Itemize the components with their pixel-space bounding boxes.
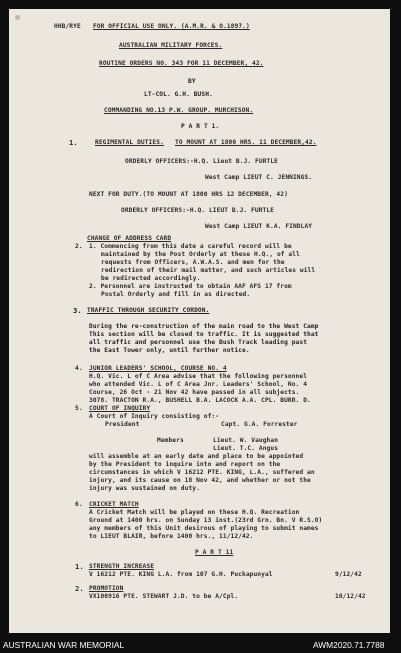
section-2-line: requests from Officers, A.W.A.S. and men for the [101, 259, 285, 266]
section-6-number: 6. [75, 501, 83, 508]
section-1-mount: TO MOUNT AT 1800 HRS. 11 DECEMBER,42. [175, 139, 317, 146]
section-2-title: CHANGE OF ADDRESS CARD [87, 235, 172, 242]
footer-bar [0, 635, 401, 653]
section-5-title: COURT OF INQUIRY [89, 405, 151, 412]
section-2-line: 2. Personnel are instructed to obtain AAF AFS 17 from [89, 283, 292, 290]
next-for-duty: NEXT FOR DUTY.(TO MOUNT AT 1800 HRS 12 DECEMBER, 42) [89, 191, 288, 198]
part-2-item-2-title: PROMOTION [89, 585, 124, 592]
section-3-line: all traffic and personnel use the Bush Track leading past [89, 339, 308, 346]
part-2-item-1-number: 1. [75, 562, 84, 571]
member-name: Lieut. W. Vaughan [213, 437, 279, 444]
president-name: Capt. G.A. Forrester [221, 421, 298, 428]
file-reference: HHB/RYE [54, 23, 81, 30]
organisation-heading: AUSTRALIAN MILITARY FORCES. [119, 42, 223, 49]
part-2-item-2-text: VX100916 PTE. STEWART J.D. to be A/Cpl. [89, 593, 239, 600]
section-6-line: to LIEUT BLAIR, before 1400 hrs., 11/12/42. [89, 533, 254, 540]
orderly-officers-line: ORDERLY OFFICERS:-H.Q. Lieut B.J. FURTLE [125, 158, 279, 165]
section-3-line: the East Tower only, until further notice. [89, 347, 250, 354]
section-6-line: A Cricket Match will be played on these H.Q. Recreation [89, 509, 300, 516]
section-1-title: REGIMENTAL DUTIES. [95, 139, 164, 146]
section-4-line: H.Q. Vic. L of C Area advise that the following personnel [89, 373, 308, 380]
section-3-number: 3. [73, 306, 82, 315]
part-1-heading: P A R T 1. [181, 123, 220, 130]
part-2-item-2-number: 2. [75, 584, 84, 593]
section-4-line: Course, 26 Oct - 21 Nov 42 have passed in all subjects. [89, 389, 300, 396]
orderly-officers-next: ORDERLY OFFICERS:-H.Q. LIEUT B.J. FURTLE [121, 207, 275, 214]
footer-institution: AUSTRALIAN WAR MEMORIAL [3, 640, 125, 650]
president-label: President [105, 421, 140, 428]
section-2-line: Postal Orderly and fill in as directed. [101, 291, 251, 298]
section-6-line: any members of this Unit desirous of playing to submit names [89, 525, 319, 532]
orderly-officers-next-west: West Camp LIEUT K.A. FINDLAY [205, 223, 313, 230]
section-2-line: redirection of their mail matter, and such articles will [101, 267, 316, 274]
section-4-line: 3078. TRACTON R.A., BUSHELL B.A. LACOCK A.A. CPL. BURR. D. [89, 397, 311, 404]
section-2-line: 1. Commencing from this date a careful record will be [89, 243, 292, 250]
section-4-number: 4. [75, 365, 83, 372]
section-6-title: CRICKET MATCH [89, 501, 139, 508]
section-6-line: Ground at 1400 hrs. on Sunday 13 inst.(23rd Grn. Bn. V R.S.O) [89, 517, 323, 524]
document-title: ROUTINE ORDERS NO. 343 FOR 11 DECEMBER, 42. [99, 60, 264, 67]
command-line: COMMANDING NO.13 P.W. GROUP. MURCHISON. [104, 107, 254, 114]
members-label: Members [157, 437, 184, 444]
section-5-line: will assemble at an early date and place to be appointed [89, 453, 304, 460]
member-name: Lieut. T.C. Angus [213, 445, 279, 452]
document-page [9, 9, 390, 633]
section-2-line: be redirected accordingly. [101, 275, 201, 282]
part-2-item-2-date: 10/12/42 [335, 593, 366, 600]
officer-name: LT-COL. G.H. BUSH. [144, 91, 213, 98]
section-4-line: who attended Vic. L of C Area Jnr. Leaders' School, No. 4 [89, 381, 308, 388]
section-4-title: JUNIOR LEADERS' SCHOOL, COURSE NO. 4 [89, 365, 227, 372]
section-5-line: injury was sustained on duty. [89, 485, 200, 492]
part-2-heading: P A R T 11 [195, 549, 234, 556]
part-2-item-1-text: V 16212 PTE. KING L.A. from 107 G.H. Puckapunyal [89, 571, 273, 578]
section-3-title: TRAFFIC THROUGH SECURITY CORDON. [87, 307, 210, 314]
part-2-item-1-date: 9/12/42 [335, 571, 362, 578]
security-heading: FOR OFFICIAL USE ONLY. (A.M.R. & O.1897.) [93, 23, 250, 30]
section-5-line: circumstances in which V 16212 PTE. KING, L.A., suffered an [89, 469, 315, 476]
section-5-line: by the President to inquire into and report on the [89, 461, 281, 468]
section-3-line: This section will be closed to traffic. It is suggested that [89, 331, 319, 338]
section-5-line: A Court of Inquiry consisting of:- [89, 413, 220, 420]
section-1-number: 1. [69, 138, 78, 147]
by-line: BY [188, 78, 196, 85]
section-5-number: 5. [75, 405, 83, 412]
section-3-line: During the re-construction of the main road to the West Camp [89, 323, 319, 330]
section-5-line: injury, and its cause on 18 Nov 42, and whether or not the [89, 477, 311, 484]
footer-accession-number: AWM2020.71.7788 [313, 640, 385, 650]
orderly-officers-west: West Camp LIEUT C. JENNINGS. [205, 174, 313, 181]
section-2-number: 2. [75, 243, 83, 250]
part-2-item-1-title: STRENGTH INCREASE [89, 563, 155, 570]
punch-hole [15, 15, 20, 20]
section-2-line: maintained by the Post Orderly at these H.Q., of all [101, 251, 300, 258]
